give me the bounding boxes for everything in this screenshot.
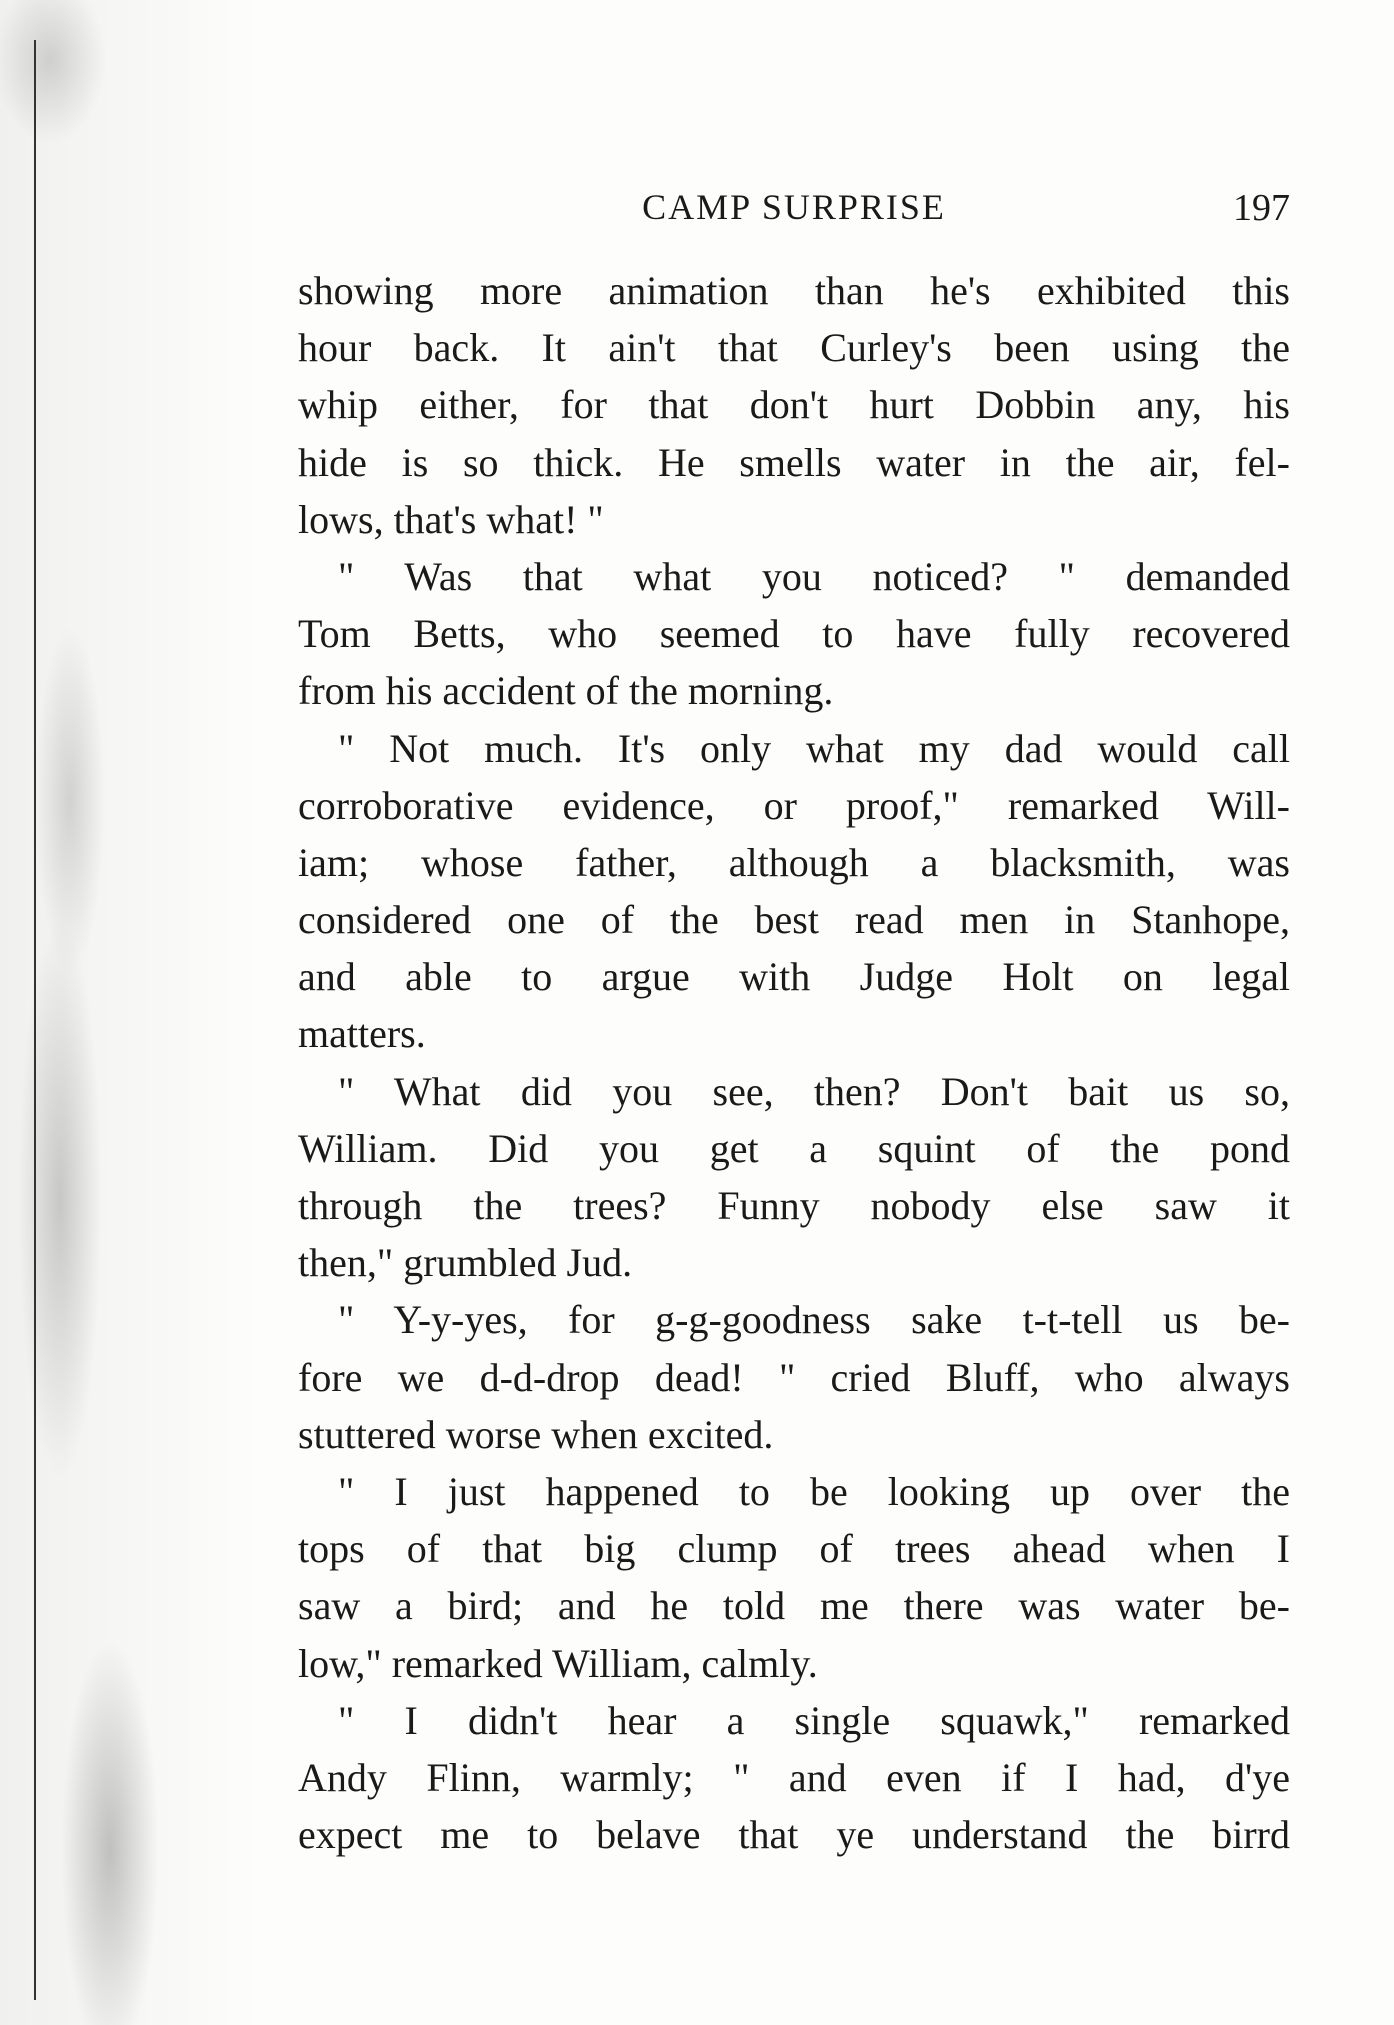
text-line: stuttered worse when excited. xyxy=(298,1411,774,1457)
text-line: considered one of the best read men in Stanhope, xyxy=(298,897,1290,943)
text-line: then," grumbled Jud. xyxy=(298,1240,633,1286)
text-line: hour back. It ain't that Curley's been using the xyxy=(298,325,1290,371)
page-number: 197 xyxy=(1233,187,1290,229)
text-line: expect me to belave that ye understand the birrd xyxy=(298,1812,1290,1858)
text-line: " I didn't hear a single squawk," remarked xyxy=(338,1697,1290,1743)
body-text xyxy=(298,262,1290,1863)
text-line: tops of that big clump of trees ahead when I xyxy=(298,1526,1290,1572)
scan-gutter-shadow xyxy=(0,0,260,2025)
text-line: hide is so thick. He smells water in the air, fel- xyxy=(298,439,1290,485)
text-line: through the trees? Funny nobody else saw it xyxy=(298,1183,1290,1228)
text-line: matters. xyxy=(298,1011,426,1057)
text-line: whip either, for that don't hurt Dobbin any, his xyxy=(298,382,1290,428)
text-line: low," remarked William, calmly. xyxy=(298,1640,818,1686)
text-line: fore we d-d-drop dead! " cried Bluff, who always xyxy=(298,1354,1290,1400)
text-line: Andy Flinn, warmly; " and even if I had, d'ye xyxy=(298,1754,1290,1800)
text-line: " Y-y-yes, for g-g-goodness sake t-t-tell us be- xyxy=(338,1297,1290,1343)
text-line: " I just happened to be looking up over the xyxy=(338,1468,1290,1514)
text-line: showing more animation than he's exhibited this xyxy=(298,268,1290,313)
text-line: and able to argue with Judge Holt on legal xyxy=(298,954,1290,1000)
running-head xyxy=(298,186,1290,236)
page-edge-line xyxy=(34,40,36,2000)
text-line: " Was that what you noticed? " demanded xyxy=(338,553,1290,599)
text-line: Tom Betts, who seemed to have fully recovered xyxy=(298,611,1290,657)
text-line: saw a bird; and he told me there was water be- xyxy=(298,1583,1290,1629)
text-line: corroborative evidence, or proof," remarked Will- xyxy=(298,782,1290,828)
text-line: lows, that's what! " xyxy=(298,496,604,542)
text-line: " Not much. It's only what my dad would call xyxy=(338,725,1290,771)
text-line: from his accident of the morning. xyxy=(298,668,834,714)
text-line: iam; whose father, although a blacksmith, was xyxy=(298,839,1290,885)
running-title: CAMP SURPRISE xyxy=(642,187,946,227)
text-line: " What did you see, then? Don't bait us so, xyxy=(338,1068,1290,1114)
text-line: William. Did you get a squint of the pond xyxy=(298,1125,1290,1171)
